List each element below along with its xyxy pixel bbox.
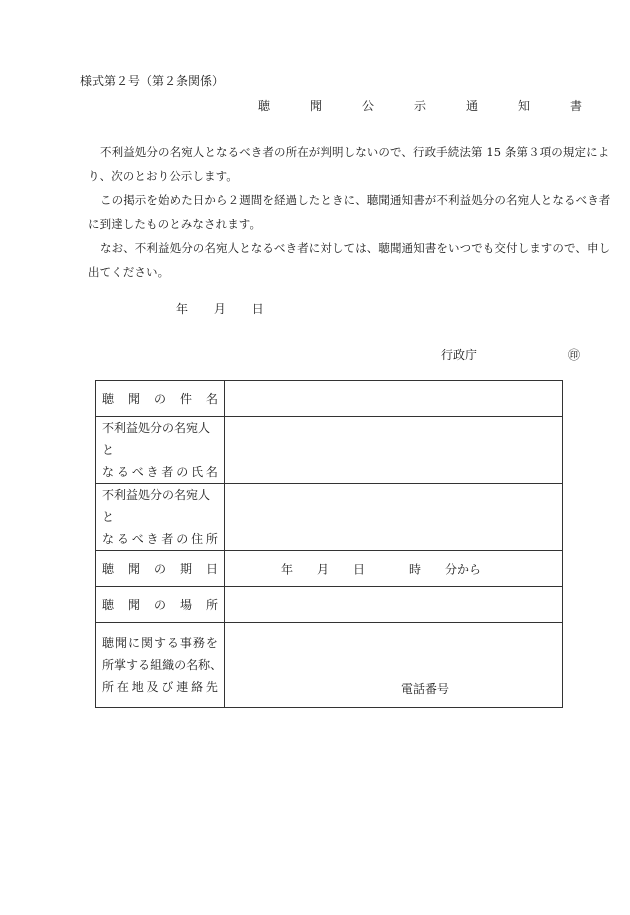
label-char: の	[176, 532, 189, 546]
date-year: 年	[176, 302, 189, 316]
label-char: の	[153, 561, 166, 576]
phone-number-label: 電話番号	[401, 682, 450, 696]
seal-mark: ㊞	[568, 348, 581, 362]
paragraph-2: この掲示を始めた日から２週間を経過したときに、聴聞通知書が不利益処分の名宛人となるべき者に到達したものとみなされます。	[88, 193, 611, 231]
label-char: 、	[210, 658, 223, 672]
label-char: な	[102, 465, 115, 479]
label-char: き	[146, 465, 159, 479]
label-char: る	[116, 465, 129, 479]
label-char: 期	[179, 561, 192, 576]
table-row	[96, 551, 563, 587]
label-char: 聴	[102, 391, 115, 406]
label-hearing-date	[96, 551, 225, 587]
date-month: 月	[213, 302, 226, 316]
label-hearing-place	[96, 587, 225, 623]
table-row	[96, 381, 563, 417]
table-row	[96, 484, 563, 551]
label-line: 不利益処分の名宛人と	[102, 488, 211, 524]
label-line	[102, 676, 218, 698]
table-row	[96, 623, 563, 708]
label-char: べ	[131, 465, 144, 479]
label-char: 名	[186, 658, 199, 672]
label-line	[102, 558, 218, 580]
hearing-date-month: 月	[317, 562, 330, 576]
label-char: 織	[162, 658, 175, 672]
label-char: る	[138, 658, 151, 672]
label-char: 場	[179, 597, 192, 612]
label-char: 日	[205, 561, 218, 576]
hearing-date-year: 年	[281, 562, 294, 576]
label-char: 務	[192, 636, 205, 650]
label-char: び	[161, 680, 174, 694]
label-char: 名	[205, 391, 218, 406]
value-hearing-date[interactable]	[225, 551, 563, 587]
label-char: 絡	[191, 680, 204, 694]
label-char: べ	[131, 532, 144, 546]
label-char: 聞	[114, 636, 127, 650]
label-char: 所	[102, 658, 115, 672]
label-line: 不利益処分の名宛人と	[102, 421, 211, 457]
label-char: の	[176, 465, 189, 479]
form-number: 様式第２号（第２条関係）	[80, 74, 225, 88]
table-row	[96, 417, 563, 484]
document-title: 聴 聞 公 示 通 知 書	[258, 99, 597, 113]
label-char: 先	[205, 680, 218, 694]
label-recipient-address	[96, 484, 225, 551]
value-recipient-address[interactable]	[225, 484, 563, 551]
label-contact-organization	[96, 623, 225, 708]
label-recipient-name	[96, 417, 225, 484]
date-day: 日	[251, 302, 264, 316]
hearing-date-day: 日	[353, 562, 366, 576]
paragraph-3: なお、不利益処分の名宛人となるべき者に対しては、聴聞通知書をいつでも交付しますので、申し出てください。	[88, 241, 611, 279]
label-char: 件	[179, 391, 192, 406]
label-char: 聴	[102, 597, 115, 612]
label-char: 連	[176, 680, 189, 694]
label-char: 及	[146, 680, 159, 694]
label-char: 所	[205, 597, 218, 612]
label-char: る	[166, 636, 179, 650]
label-char: の	[153, 597, 166, 612]
value-hearing-place[interactable]	[225, 587, 563, 623]
notice-body	[88, 140, 614, 284]
agency-name: 行政庁	[441, 348, 478, 362]
label-char: 所	[102, 680, 115, 694]
label-char: 組	[150, 658, 163, 672]
label-char: 聴	[102, 636, 115, 650]
label-char: な	[102, 532, 115, 546]
value-recipient-name[interactable]	[225, 417, 563, 484]
label-line	[102, 654, 223, 676]
label-char: の	[153, 391, 166, 406]
hearing-info-table	[95, 380, 563, 708]
label-line	[102, 594, 218, 616]
label-line	[102, 632, 218, 654]
label-char: 在	[116, 680, 129, 694]
label-hearing-case	[96, 381, 225, 417]
label-char: 名	[205, 465, 218, 479]
value-hearing-case[interactable]	[225, 381, 563, 417]
label-line	[102, 461, 218, 483]
label-char: す	[126, 658, 139, 672]
label-char: 聴	[102, 561, 115, 576]
label-char: 事	[179, 636, 192, 650]
label-char: に	[127, 636, 140, 650]
label-char: 聞	[127, 597, 140, 612]
label-char: の	[174, 658, 187, 672]
table-row	[96, 587, 563, 623]
label-line	[102, 388, 218, 410]
label-char: 地	[131, 680, 144, 694]
label-char: る	[116, 532, 129, 546]
label-char: 所	[205, 532, 218, 546]
notice-date	[176, 300, 264, 317]
hearing-date-minute: 分から	[445, 562, 482, 576]
label-char: 住	[191, 532, 204, 546]
label-line	[102, 528, 218, 550]
label-char: を	[205, 636, 218, 650]
paragraph-1: 不利益処分の名宛人となるべき者の所在が判明しないので、行政手続法第 15 条第３項の規定により、次のとおり公示します。	[88, 145, 610, 183]
label-char: 関	[140, 636, 153, 650]
label-char: 聞	[127, 391, 140, 406]
label-char: 掌	[114, 658, 127, 672]
label-char: 称	[198, 658, 211, 672]
hearing-date-hour: 時	[409, 562, 422, 576]
label-char: き	[146, 532, 159, 546]
label-char: 聞	[127, 561, 140, 576]
label-char: 氏	[191, 465, 204, 479]
value-contact-organization[interactable]	[225, 623, 563, 708]
label-char: 者	[161, 532, 174, 546]
label-char: す	[153, 636, 166, 650]
label-char: 者	[161, 465, 174, 479]
